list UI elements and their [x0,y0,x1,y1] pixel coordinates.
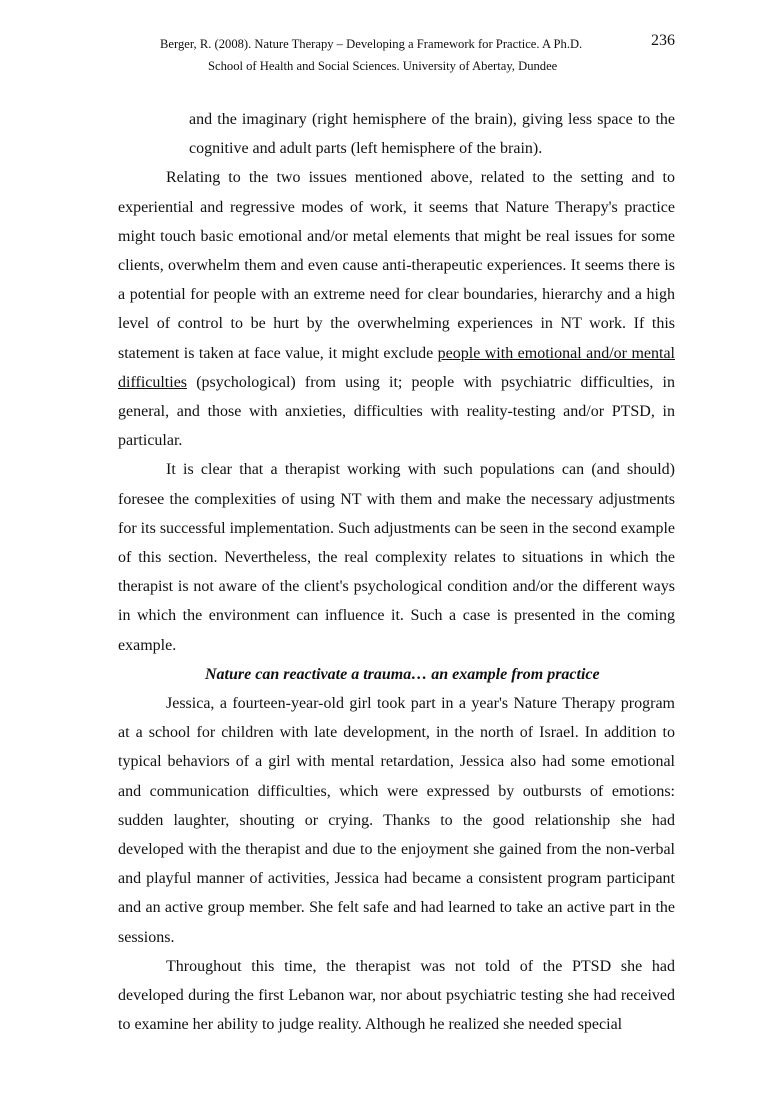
paragraph-ptsd: Throughout this time, the therapist was not told of the PTSD she had developed during the first Lebanon war, nor about psychiatric testing she had received to examine her ability to judge reality. Although he realized she needed special [118,957,675,1034]
paragraph-risks [118,163,675,455]
page-number: 236 [651,32,675,49]
paragraph-risks-text-2: (psychological) from using it; people with psychiatric difficulties, in general, and those with anxieties, difficulties with reality-testing and/or PTSD, in particular. [118,373,675,450]
header-citation-line1: Berger, R. (2008). Nature Therapy – Developing a Framework for Practice. A Ph.D. [160,37,583,51]
underlined-phrase: people with emotional and/or mental difficulties [118,344,675,391]
paragraph-continued: and the imaginary (right hemisphere of the brain), giving less space to the cognitive and adult parts (left hemisphere of the brain). [189,111,675,158]
body-text [118,105,675,1040]
paragraph-jessica: Jessica, a fourteen-year-old girl took part in a year's Nature Therapy program at a school for children with late development, in the north of Israel. In addition to typical behaviors of a girl with mental retardation, Jessica also had some emotional and communication difficulties, which were expressed by outbursts of emotions: sudden laughter, shouting or crying. Thanks to the good relationship she had developed with the therapist and due to the enjoyment she gained from the non-verbal and playful manner of activities, Jessica had became a consistent program participant and an active group member. She felt safe and had learned to take an active part in the sessions. [118,695,675,946]
header-citation-line2: School of Health and Social Sciences. University of Abertay, Dundee [208,59,558,73]
paragraph-risks-text-1: Relating to the two issues mentioned above, related to the setting and to experiential and regressive modes of work, it seems that Nature Therapy's practice might touch basic emotional and/or metal elements that might be real issues for some clients, overwhelm them and even cause anti-therapeutic experiences. It seems there is a potential for people with an extreme need for clear boundaries, hierarchy and a high level of control to be hurt by the overwhelming experiences in NT work. If this statement is taken at face value, it might exclude [118,169,675,362]
section-heading: Nature can reactivate a trauma… an example from practice [205,665,600,683]
paragraph-complexity: It is clear that a therapist working with such populations can (and should) foresee the complexities of using NT with them and make the necessary adjustments for its successful implementation. Such adjustments can be seen in the second example of this section. Nevertheless, the real complexity relates to situations in which the therapist is not aware of the client's psychological condition and/or the different ways in which the environment can influence it. Such a case is presented in the coming example. [118,461,675,654]
